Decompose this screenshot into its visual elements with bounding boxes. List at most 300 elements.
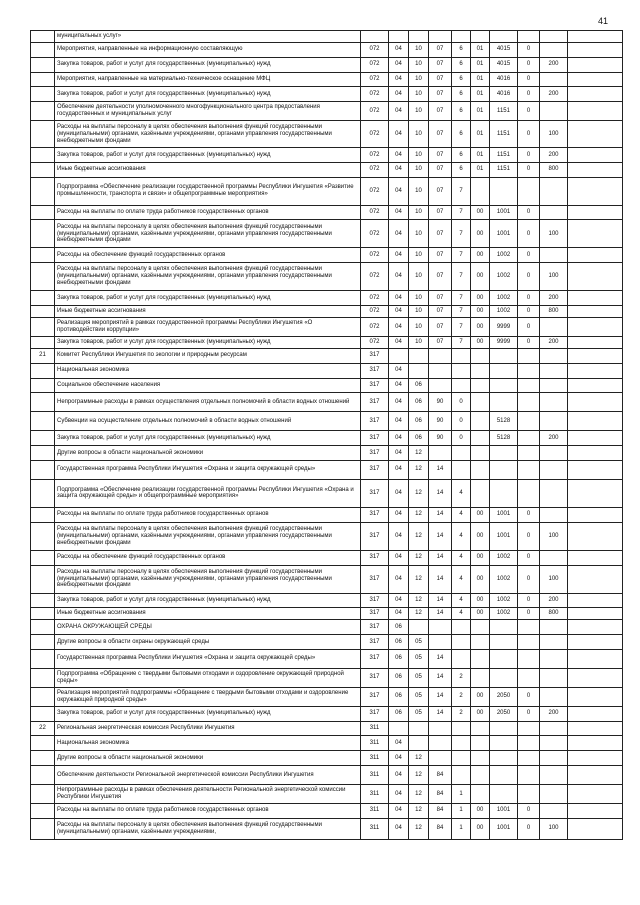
extra-code-cell xyxy=(568,803,623,818)
direction-code-cell: 4016 xyxy=(490,87,518,102)
suffix-code-cell xyxy=(518,177,540,205)
expense-type-code-cell xyxy=(540,318,568,337)
group-code-cell xyxy=(471,31,490,43)
row-number-cell xyxy=(31,803,55,818)
subsection-code-cell: 12 xyxy=(409,784,429,803)
direction-code-cell xyxy=(490,177,518,205)
section-code-cell: 06 xyxy=(389,706,409,721)
table-row xyxy=(31,721,623,736)
row-number-cell xyxy=(31,706,55,721)
program-code-cell xyxy=(429,620,452,635)
suffix-code-cell: 0 xyxy=(518,57,540,72)
subprogram-code-cell: 6 xyxy=(452,102,471,121)
table-row xyxy=(31,318,623,337)
subprogram-code-cell: 0 xyxy=(452,431,471,446)
expense-name-cell: Национальная экономика xyxy=(55,363,361,378)
program-code-cell: 14 xyxy=(429,479,452,507)
group-code-cell xyxy=(471,446,490,461)
subprogram-code-cell: 7 xyxy=(452,263,471,291)
subprogram-code-cell: 6 xyxy=(452,57,471,72)
suffix-code-cell: 0 xyxy=(518,608,540,620)
suffix-code-cell xyxy=(518,765,540,784)
program-code-cell: 07 xyxy=(429,318,452,337)
expense-type-code-cell xyxy=(540,31,568,43)
suffix-code-cell: 0 xyxy=(518,205,540,220)
section-code-cell: 06 xyxy=(389,668,409,687)
direction-code-cell xyxy=(490,349,518,364)
section-code-cell: 04 xyxy=(389,431,409,446)
suffix-code-cell: 0 xyxy=(518,337,540,349)
extra-code-cell xyxy=(568,635,623,650)
table-row xyxy=(31,43,623,58)
table-row xyxy=(31,620,623,635)
direction-code-cell: 1002 xyxy=(490,291,518,306)
expense-type-code-cell xyxy=(540,177,568,205)
row-number-cell xyxy=(31,177,55,205)
direction-code-cell: 1151 xyxy=(490,162,518,177)
program-code-cell xyxy=(429,721,452,736)
suffix-code-cell: 0 xyxy=(518,263,540,291)
subprogram-code-cell xyxy=(452,765,471,784)
direction-code-cell: 4015 xyxy=(490,43,518,58)
subprogram-code-cell: 0 xyxy=(452,412,471,431)
suffix-code-cell xyxy=(518,363,540,378)
suffix-code-cell xyxy=(518,649,540,668)
row-number-cell xyxy=(31,205,55,220)
subprogram-code-cell: 7 xyxy=(452,177,471,205)
subsection-code-cell xyxy=(409,349,429,364)
expense-type-code-cell xyxy=(540,784,568,803)
extra-code-cell xyxy=(568,291,623,306)
expense-type-code-cell xyxy=(540,363,568,378)
extra-code-cell xyxy=(568,43,623,58)
section-code-cell: 04 xyxy=(389,507,409,522)
page-number: 41 xyxy=(598,16,609,26)
suffix-code-cell xyxy=(518,668,540,687)
group-code-cell: 01 xyxy=(471,43,490,58)
ministry-code-cell: 317 xyxy=(361,608,389,620)
group-code-cell xyxy=(471,751,490,766)
extra-code-cell xyxy=(568,620,623,635)
expense-type-code-cell: 200 xyxy=(540,148,568,163)
group-code-cell xyxy=(471,460,490,479)
ministry-code-cell: 072 xyxy=(361,43,389,58)
extra-code-cell xyxy=(568,507,623,522)
direction-code-cell xyxy=(490,378,518,393)
subsection-code-cell xyxy=(409,363,429,378)
section-code-cell: 04 xyxy=(389,479,409,507)
section-code-cell: 04 xyxy=(389,220,409,248)
program-code-cell xyxy=(429,751,452,766)
subsection-code-cell: 12 xyxy=(409,479,429,507)
group-code-cell xyxy=(471,635,490,650)
group-code-cell xyxy=(471,721,490,736)
ministry-code-cell: 317 xyxy=(361,363,389,378)
table-row xyxy=(31,248,623,263)
budget-table-body xyxy=(31,31,623,840)
subsection-code-cell: 05 xyxy=(409,668,429,687)
section-code-cell xyxy=(389,349,409,364)
ministry-code-cell: 317 xyxy=(361,446,389,461)
ministry-code-cell: 311 xyxy=(361,736,389,751)
suffix-code-cell: 0 xyxy=(518,72,540,87)
extra-code-cell xyxy=(568,205,623,220)
row-number-cell xyxy=(31,393,55,412)
suffix-code-cell: 0 xyxy=(518,162,540,177)
expense-name-cell: Закупка товаров, работ и услуг для государственных (муниципальных) нужд xyxy=(55,57,361,72)
extra-code-cell xyxy=(568,431,623,446)
subsection-code-cell: 12 xyxy=(409,565,429,593)
subprogram-code-cell: 4 xyxy=(452,507,471,522)
group-code-cell: 00 xyxy=(471,318,490,337)
extra-code-cell xyxy=(568,72,623,87)
row-number-cell xyxy=(31,635,55,650)
expense-name-cell: Расходы на выплаты персоналу в целях обеспечения выполнения функций государственными (муниципальными) органами, казёнными учреждениями, органами управления государственными внебюджетными фондами xyxy=(55,121,361,148)
expense-type-code-cell: 200 xyxy=(540,87,568,102)
section-code-cell: 04 xyxy=(389,318,409,337)
extra-code-cell xyxy=(568,593,623,608)
expense-type-code-cell: 100 xyxy=(540,522,568,550)
direction-code-cell: 1002 xyxy=(490,608,518,620)
section-code-cell: 04 xyxy=(389,263,409,291)
direction-code-cell xyxy=(490,393,518,412)
ministry-code-cell: 072 xyxy=(361,263,389,291)
subprogram-code-cell: 7 xyxy=(452,248,471,263)
direction-code-cell: 1151 xyxy=(490,148,518,163)
program-code-cell: 07 xyxy=(429,306,452,318)
group-code-cell: 00 xyxy=(471,337,490,349)
row-number-cell xyxy=(31,565,55,593)
extra-code-cell xyxy=(568,318,623,337)
group-code-cell xyxy=(471,736,490,751)
subprogram-code-cell xyxy=(452,460,471,479)
ministry-code-cell: 311 xyxy=(361,803,389,818)
ministry-code-cell: 317 xyxy=(361,479,389,507)
suffix-code-cell xyxy=(518,31,540,43)
ministry-code-cell: 317 xyxy=(361,349,389,364)
program-code-cell: 07 xyxy=(429,263,452,291)
program-code-cell xyxy=(429,446,452,461)
direction-code-cell: 1151 xyxy=(490,102,518,121)
direction-code-cell xyxy=(490,620,518,635)
row-number-cell xyxy=(31,57,55,72)
group-code-cell xyxy=(471,668,490,687)
group-code-cell: 01 xyxy=(471,148,490,163)
subprogram-code-cell xyxy=(452,446,471,461)
expense-type-code-cell: 800 xyxy=(540,306,568,318)
direction-code-cell xyxy=(490,363,518,378)
row-number-cell xyxy=(31,263,55,291)
direction-code-cell: 1001 xyxy=(490,220,518,248)
expense-type-code-cell xyxy=(540,446,568,461)
expense-type-code-cell xyxy=(540,803,568,818)
expense-type-code-cell xyxy=(540,765,568,784)
subprogram-code-cell: 2 xyxy=(452,668,471,687)
subsection-code-cell: 12 xyxy=(409,765,429,784)
program-code-cell: 14 xyxy=(429,522,452,550)
section-code-cell: 04 xyxy=(389,736,409,751)
extra-code-cell xyxy=(568,765,623,784)
table-row xyxy=(31,784,623,803)
row-number-cell xyxy=(31,507,55,522)
expense-name-cell: Расходы на выплаты персоналу в целях обеспечения выполнения функций государственными (муниципальными) органами, казёнными учреждениями, xyxy=(55,818,361,839)
suffix-code-cell xyxy=(518,751,540,766)
subprogram-code-cell: 1 xyxy=(452,818,471,839)
subsection-code-cell: 12 xyxy=(409,550,429,565)
section-code-cell: 04 xyxy=(389,378,409,393)
expense-type-code-cell: 100 xyxy=(540,220,568,248)
ministry-code-cell: 317 xyxy=(361,687,389,706)
ministry-code-cell: 311 xyxy=(361,784,389,803)
program-code-cell: 07 xyxy=(429,148,452,163)
ministry-code-cell: 317 xyxy=(361,565,389,593)
subsection-code-cell: 06 xyxy=(409,378,429,393)
suffix-code-cell xyxy=(518,635,540,650)
subsection-code-cell: 12 xyxy=(409,608,429,620)
direction-code-cell xyxy=(490,736,518,751)
program-code-cell: 14 xyxy=(429,706,452,721)
program-code-cell: 14 xyxy=(429,460,452,479)
table-row xyxy=(31,818,623,839)
program-code-cell: 84 xyxy=(429,784,452,803)
extra-code-cell xyxy=(568,393,623,412)
ministry-code-cell: 072 xyxy=(361,291,389,306)
subsection-code-cell: 06 xyxy=(409,412,429,431)
program-code-cell: 90 xyxy=(429,431,452,446)
row-number-cell xyxy=(31,479,55,507)
suffix-code-cell: 0 xyxy=(518,102,540,121)
extra-code-cell xyxy=(568,565,623,593)
suffix-code-cell xyxy=(518,736,540,751)
row-number-cell xyxy=(31,248,55,263)
expense-type-code-cell xyxy=(540,668,568,687)
ministry-code-cell: 317 xyxy=(361,635,389,650)
table-row xyxy=(31,363,623,378)
subsection-code-cell: 10 xyxy=(409,57,429,72)
direction-code-cell xyxy=(490,635,518,650)
section-code-cell: 04 xyxy=(389,337,409,349)
ministry-code-cell: 317 xyxy=(361,431,389,446)
group-code-cell: 00 xyxy=(471,818,490,839)
group-code-cell: 00 xyxy=(471,291,490,306)
expense-type-code-cell xyxy=(540,460,568,479)
subsection-code-cell xyxy=(409,31,429,43)
direction-code-cell xyxy=(490,479,518,507)
table-row xyxy=(31,479,623,507)
direction-code-cell: 1001 xyxy=(490,803,518,818)
row-number-cell xyxy=(31,318,55,337)
subprogram-code-cell: 7 xyxy=(452,306,471,318)
extra-code-cell xyxy=(568,248,623,263)
section-code-cell: 04 xyxy=(389,121,409,148)
subsection-code-cell: 10 xyxy=(409,306,429,318)
table-row xyxy=(31,148,623,163)
table-row xyxy=(31,765,623,784)
ministry-code-cell: 317 xyxy=(361,649,389,668)
table-row xyxy=(31,593,623,608)
extra-code-cell xyxy=(568,706,623,721)
subsection-code-cell: 06 xyxy=(409,393,429,412)
group-code-cell: 01 xyxy=(471,72,490,87)
suffix-code-cell: 0 xyxy=(518,565,540,593)
subsection-code-cell xyxy=(409,620,429,635)
suffix-code-cell xyxy=(518,446,540,461)
program-code-cell: 07 xyxy=(429,291,452,306)
section-code-cell: 04 xyxy=(389,148,409,163)
direction-code-cell: 1002 xyxy=(490,248,518,263)
subsection-code-cell: 10 xyxy=(409,102,429,121)
table-row xyxy=(31,162,623,177)
row-number-cell xyxy=(31,736,55,751)
section-code-cell: 06 xyxy=(389,635,409,650)
section-code-cell: 04 xyxy=(389,803,409,818)
row-number-cell xyxy=(31,460,55,479)
table-row xyxy=(31,121,623,148)
program-code-cell: 07 xyxy=(429,220,452,248)
expense-type-code-cell xyxy=(540,205,568,220)
program-code-cell xyxy=(429,349,452,364)
ministry-code-cell: 072 xyxy=(361,306,389,318)
group-code-cell: 00 xyxy=(471,803,490,818)
subsection-code-cell: 12 xyxy=(409,818,429,839)
row-number-cell xyxy=(31,431,55,446)
subprogram-code-cell: 7 xyxy=(452,220,471,248)
suffix-code-cell: 0 xyxy=(518,522,540,550)
expense-name-cell: Расходы на выплаты по оплате труда работников государственных органов xyxy=(55,507,361,522)
program-code-cell xyxy=(429,363,452,378)
row-number-cell xyxy=(31,412,55,431)
extra-code-cell xyxy=(568,87,623,102)
section-code-cell: 04 xyxy=(389,565,409,593)
section-code-cell: 04 xyxy=(389,818,409,839)
program-code-cell xyxy=(429,736,452,751)
expense-name-cell: Мероприятия, направленные на материально-техническое оснащение МФЦ xyxy=(55,72,361,87)
direction-code-cell xyxy=(490,31,518,43)
direction-code-cell: 1002 xyxy=(490,306,518,318)
group-code-cell xyxy=(471,431,490,446)
suffix-code-cell xyxy=(518,431,540,446)
ministry-code-cell: 317 xyxy=(361,706,389,721)
row-number-cell xyxy=(31,72,55,87)
row-number-cell xyxy=(31,31,55,43)
table-row xyxy=(31,668,623,687)
extra-code-cell xyxy=(568,818,623,839)
program-code-cell: 90 xyxy=(429,412,452,431)
direction-code-cell: 1001 xyxy=(490,818,518,839)
program-code-cell: 07 xyxy=(429,57,452,72)
program-code-cell: 84 xyxy=(429,803,452,818)
table-row xyxy=(31,522,623,550)
subsection-code-cell: 10 xyxy=(409,220,429,248)
expense-type-code-cell xyxy=(540,507,568,522)
row-number-cell xyxy=(31,784,55,803)
ministry-code-cell: 072 xyxy=(361,102,389,121)
table-row xyxy=(31,565,623,593)
subprogram-code-cell: 4 xyxy=(452,550,471,565)
group-code-cell: 00 xyxy=(471,608,490,620)
subprogram-code-cell: 0 xyxy=(452,393,471,412)
group-code-cell: 00 xyxy=(471,306,490,318)
section-code-cell: 04 xyxy=(389,177,409,205)
row-number-cell: 22 xyxy=(31,721,55,736)
group-code-cell: 00 xyxy=(471,593,490,608)
suffix-code-cell xyxy=(518,479,540,507)
program-code-cell: 07 xyxy=(429,43,452,58)
expense-type-code-cell: 100 xyxy=(540,263,568,291)
group-code-cell xyxy=(471,620,490,635)
group-code-cell xyxy=(471,765,490,784)
subsection-code-cell: 12 xyxy=(409,522,429,550)
extra-code-cell xyxy=(568,148,623,163)
expense-name-cell: Мероприятия, направленные на информационную составляющую xyxy=(55,43,361,58)
program-code-cell: 07 xyxy=(429,337,452,349)
direction-code-cell: 5128 xyxy=(490,412,518,431)
expense-name-cell: Расходы на выплаты персоналу в целях обеспечения выполнения функций государственными (муниципальными) органами, казёнными учреждениями, органами управления государственными внебюджетными фондами xyxy=(55,263,361,291)
group-code-cell xyxy=(471,378,490,393)
expense-type-code-cell: 200 xyxy=(540,57,568,72)
expense-name-cell: Закупка товаров, работ и услуг для государственных (муниципальных) нужд xyxy=(55,431,361,446)
ministry-code-cell: 072 xyxy=(361,72,389,87)
expense-type-code-cell: 100 xyxy=(540,121,568,148)
extra-code-cell xyxy=(568,263,623,291)
ministry-code-cell: 072 xyxy=(361,205,389,220)
suffix-code-cell: 0 xyxy=(518,121,540,148)
subsection-code-cell: 10 xyxy=(409,205,429,220)
extra-code-cell xyxy=(568,522,623,550)
program-code-cell: 14 xyxy=(429,668,452,687)
direction-code-cell xyxy=(490,460,518,479)
suffix-code-cell xyxy=(518,460,540,479)
subsection-code-cell: 05 xyxy=(409,706,429,721)
suffix-code-cell xyxy=(518,784,540,803)
expense-type-code-cell: 800 xyxy=(540,608,568,620)
expense-name-cell: Национальная экономика xyxy=(55,736,361,751)
expense-type-code-cell xyxy=(540,102,568,121)
group-code-cell: 00 xyxy=(471,550,490,565)
table-row xyxy=(31,608,623,620)
expense-name-cell: Иные бюджетные ассигнования xyxy=(55,162,361,177)
program-code-cell: 84 xyxy=(429,765,452,784)
subprogram-code-cell: 7 xyxy=(452,291,471,306)
extra-code-cell xyxy=(568,162,623,177)
table-row xyxy=(31,72,623,87)
section-code-cell: 04 xyxy=(389,522,409,550)
extra-code-cell xyxy=(568,337,623,349)
direction-code-cell xyxy=(490,446,518,461)
direction-code-cell xyxy=(490,668,518,687)
expense-type-code-cell: 100 xyxy=(540,818,568,839)
section-code-cell: 04 xyxy=(389,751,409,766)
section-code-cell: 04 xyxy=(389,784,409,803)
row-number-cell xyxy=(31,818,55,839)
subprogram-code-cell: 4 xyxy=(452,593,471,608)
subsection-code-cell: 10 xyxy=(409,43,429,58)
section-code-cell: 06 xyxy=(389,687,409,706)
row-number-cell xyxy=(31,306,55,318)
expense-name-cell: Расходы на выплаты персоналу в целях обеспечения выполнения функций государственными (муниципальными) органами, казёнными учреждениями, органами управления государственными внебюджетными фондами xyxy=(55,220,361,248)
section-code-cell: 04 xyxy=(389,87,409,102)
ministry-code-cell: 311 xyxy=(361,751,389,766)
row-number-cell xyxy=(31,87,55,102)
extra-code-cell xyxy=(568,412,623,431)
suffix-code-cell: 0 xyxy=(518,818,540,839)
direction-code-cell xyxy=(490,721,518,736)
expense-name-cell: Закупка товаров, работ и услуг для государственных (муниципальных) нужд xyxy=(55,291,361,306)
row-number-cell xyxy=(31,668,55,687)
direction-code-cell: 1002 xyxy=(490,565,518,593)
table-row xyxy=(31,378,623,393)
table-row xyxy=(31,205,623,220)
